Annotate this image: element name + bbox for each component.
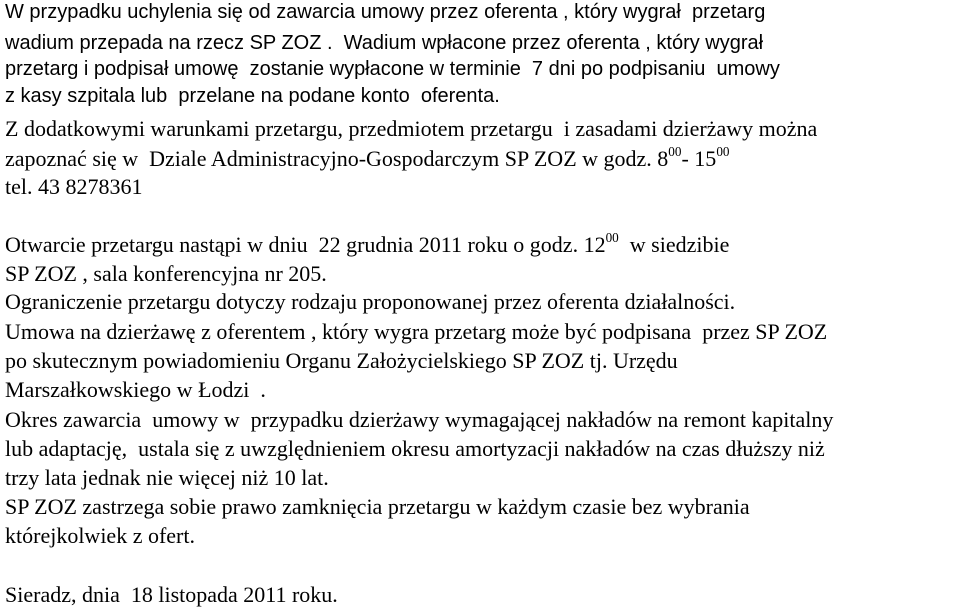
paragraph-2-line-1: Z dodatkowymi warunkami przetargu, przedmiotem przetargu i zasadami dzierżawy można [5,116,818,141]
hour-superscript: 00 [716,144,730,160]
paragraph-2-line-2-mid: - 15 [681,146,717,171]
hour-superscript: 00 [605,230,619,246]
paragraph-6-line-3: trzy lata jednak nie więcej niż 10 lat. [5,465,329,490]
paragraph-2-line-2-prefix: zapoznać się w Dziale Administracyjno-Gospodarczym SP ZOZ w godz. 8 [5,146,669,171]
paragraph-1-line-1: W przypadku uchylenia się od zawarcia umowy przez oferenta , który wygrał przetarg [5,1,766,23]
paragraph-6-line-2: lub adaptację, ustala się z uwzględnieniem okresu amortyzacji nakładów na czas dłuższy niż [5,436,825,461]
paragraph-3-line-1-suffix: w siedzibie [618,232,730,257]
paragraph-6-line-1: Okres zawarcia umowy w przypadku dzierżawy wymagającej nakładów na remont kapitalny [5,407,834,432]
hour-superscript: 00 [668,144,682,160]
place-and-date: Sieradz, dnia 18 listopada 2011 roku. [5,582,338,607]
paragraph-3-line-2: SP ZOZ , sala konferencyjna nr 205. [5,261,327,286]
paragraph-1-line-2: wadium przepada na rzecz SP ZOZ . Wadium wpłacone przez oferenta , który wygrał [5,32,764,54]
paragraph-1-line-4: z kasy szpitala lub przelane na podane konto oferenta. [5,85,500,107]
paragraph-3-line-1-prefix: Otwarcie przetargu nastąpi w dniu 22 grudnia 2011 roku o godz. 12 [5,232,606,257]
paragraph-1-line-3: przetarg i podpisał umowę zostanie wypłacone w terminie 7 dni po podpisaniu umowy [5,58,780,80]
paragraph-5-line-1: Umowa na dzierżawę z oferentem , który wygra przetarg może być podpisana przez SP ZOZ [5,319,828,344]
paragraph-7-line-2: którejkolwiek z ofert. [5,523,195,548]
paragraph-5-line-3: Marszałkowskiego w Łodzi . [5,377,266,402]
paragraph-2-line-3: tel. 43 8278361 [5,174,143,199]
paragraph-7-line-1: SP ZOZ zastrzega sobie prawo zamknięcia przetargu w każdym czasie bez wybrania [5,494,750,519]
paragraph-2-line-2 [5,144,730,171]
paragraph-4-line-1: Ograniczenie przetargu dotyczy rodzaju proponowanej przez oferenta działalności. [5,289,736,314]
paragraph-5-line-2: po skutecznym powiadomieniu Organu Założycielskiego SP ZOZ tj. Urzędu [5,348,678,373]
paragraph-3-line-1 [5,230,730,257]
